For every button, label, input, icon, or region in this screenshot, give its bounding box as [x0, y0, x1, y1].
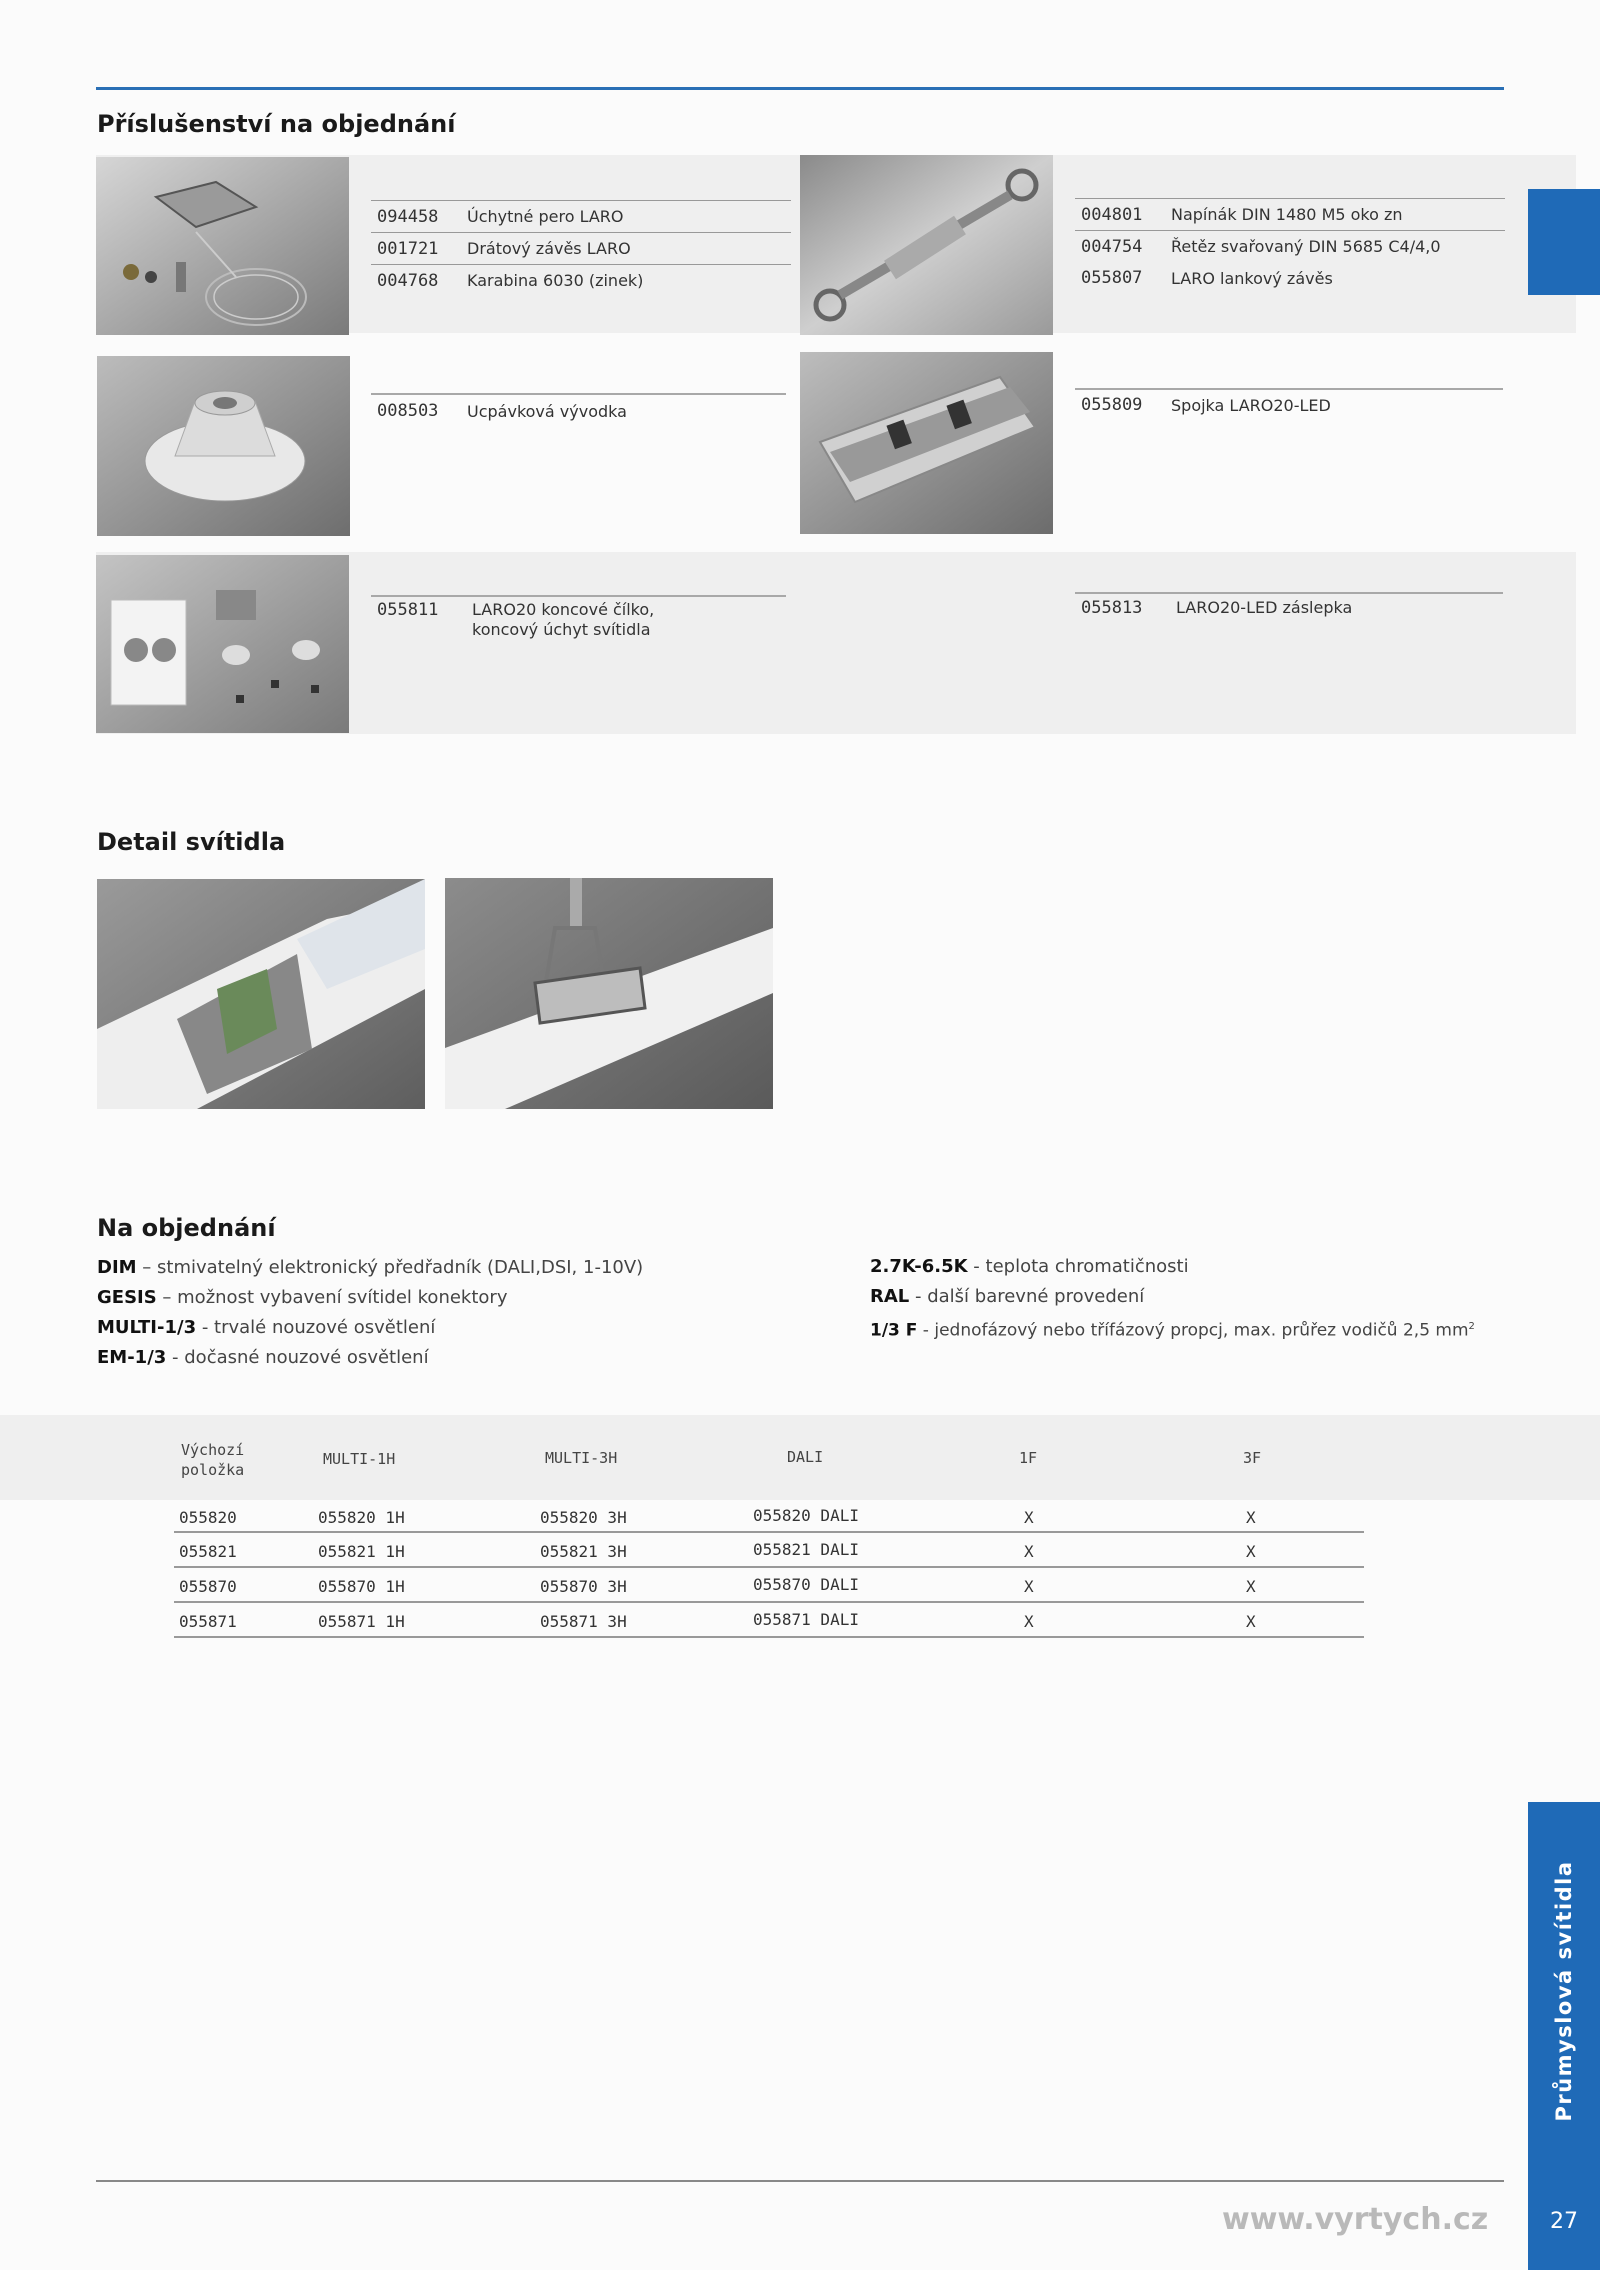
accessory-line-6 — [1075, 592, 1503, 594]
table-cell: 055870 DALI — [753, 1575, 859, 1594]
table-header-multi-1h: MULTI-1H — [323, 1450, 396, 1468]
table-cell: 055871 — [179, 1612, 237, 1631]
option-color-temp: 2.7K-6.5K - teplota chromatičnosti — [870, 1256, 1189, 1277]
table-cell: X — [1024, 1542, 1034, 1561]
table-cell: X — [1024, 1508, 1034, 1527]
table-header-default-item: Výchozí položka — [181, 1441, 245, 1479]
detail-title: Detail svítidla — [97, 828, 286, 856]
option-phase: 1/3 F - jednofázový nebo třífázový propcj, max. průřez vodičů 2,5 $mm^2$ — [870, 1320, 1475, 1341]
order-title: Na objednání — [97, 1214, 276, 1242]
table-cell: 055821 3H — [540, 1542, 627, 1561]
accessory-line-5 — [371, 595, 786, 597]
photo-detail-lamp-opened — [97, 879, 425, 1109]
table-cell: 055870 — [179, 1577, 237, 1596]
accessories-title: Příslušenství na objednání — [97, 110, 456, 138]
accessory-code-055813: 055813 — [1081, 598, 1143, 618]
page-number: 27 — [1550, 2209, 1578, 2234]
table-row-divider — [174, 1601, 1364, 1603]
table-row-divider — [174, 1566, 1364, 1568]
table-cell: 055820 DALI — [753, 1506, 859, 1525]
table-row-divider — [174, 1636, 1364, 1638]
accessory-code-055811: 055811 — [377, 600, 439, 620]
accessory-name-055811: LARO20 koncové čílko, koncový úchyt svítidla — [472, 600, 655, 639]
list-item: 004754 Řetěz svařovaný DIN 5685 C4/4,0 — [1075, 230, 1505, 262]
table-cell: X — [1246, 1508, 1256, 1527]
table-header-3f: 3F — [1243, 1449, 1262, 1467]
accessory-name-055813: LARO20-LED záslepka — [1176, 598, 1353, 617]
table-header-multi-3h: MULTI-3H — [545, 1449, 618, 1467]
top-rule — [96, 87, 1504, 90]
category-label: Průmyslová svítidla — [1552, 1860, 1576, 2122]
table-cell: X — [1024, 1577, 1034, 1596]
table-cell: X — [1246, 1577, 1256, 1596]
table-cell: 055870 1H — [318, 1577, 405, 1596]
list-item: 004801 Napínák DIN 1480 M5 oko zn — [1075, 198, 1505, 230]
website-link[interactable]: www.vyrtych.cz — [1222, 2202, 1489, 2237]
table-cell: 055821 DALI — [753, 1540, 859, 1559]
table-cell: 055871 1H — [318, 1612, 405, 1631]
side-tab-category — [1528, 1802, 1600, 2270]
footer-rule — [96, 2180, 1504, 2182]
table-cell: 055871 3H — [540, 1612, 627, 1631]
list-item: 001721 Drátový závěs LARO — [371, 232, 791, 264]
photo-clip-wire-hanger — [96, 157, 349, 335]
table-cell: X — [1246, 1542, 1256, 1561]
photo-connector — [800, 352, 1053, 534]
photo-turnbuckle — [800, 155, 1053, 335]
table-cell: 055821 1H — [318, 1542, 405, 1561]
option-dim: DIM – stmivatelný elektronický předřadník (DALI,DSI, 1-10V) — [97, 1257, 644, 1278]
table-cell: 055820 1H — [318, 1508, 405, 1527]
photo-detail-lamp-clip — [445, 878, 773, 1109]
table-row-divider — [174, 1531, 1364, 1533]
option-em: EM-1/3 - dočasné nouzové osvětlení — [97, 1347, 429, 1368]
table-cell: 055871 DALI — [753, 1610, 859, 1629]
option-ral: RAL - další barevné provedení — [870, 1286, 1145, 1307]
table-cell: 055821 — [179, 1542, 237, 1561]
side-tab-marker — [1528, 189, 1600, 295]
order-options-left — [97, 1253, 857, 1373]
table-header-dali: DALI — [787, 1448, 824, 1466]
list-item: 055807 LARO lankový závěs — [1081, 268, 1333, 288]
table-cell: 055820 — [179, 1508, 237, 1527]
list-item: 004768 Karabina 6030 (zinek) — [371, 264, 791, 296]
table-cell: X — [1024, 1612, 1034, 1631]
list-item: 094458 Úchytné pero LARO — [371, 200, 791, 232]
table-header-1f: 1F — [1019, 1449, 1038, 1467]
list-item: 008503 Ucpávková vývodka — [377, 401, 627, 421]
table-cell: 055870 3H — [540, 1577, 627, 1596]
photo-end-caps — [96, 555, 349, 733]
table-cell: X — [1246, 1612, 1256, 1631]
photo-cable-gland — [97, 356, 350, 536]
list-item: 055809 Spojka LARO20-LED — [1081, 395, 1331, 415]
option-gesis: GESIS – možnost vybavení svítidel konektory — [97, 1287, 508, 1308]
order-options-right — [870, 1252, 1560, 1346]
table-cell: 055820 3H — [540, 1508, 627, 1527]
option-multi: MULTI-1/3 - trvalé nouzové osvětlení — [97, 1317, 436, 1338]
